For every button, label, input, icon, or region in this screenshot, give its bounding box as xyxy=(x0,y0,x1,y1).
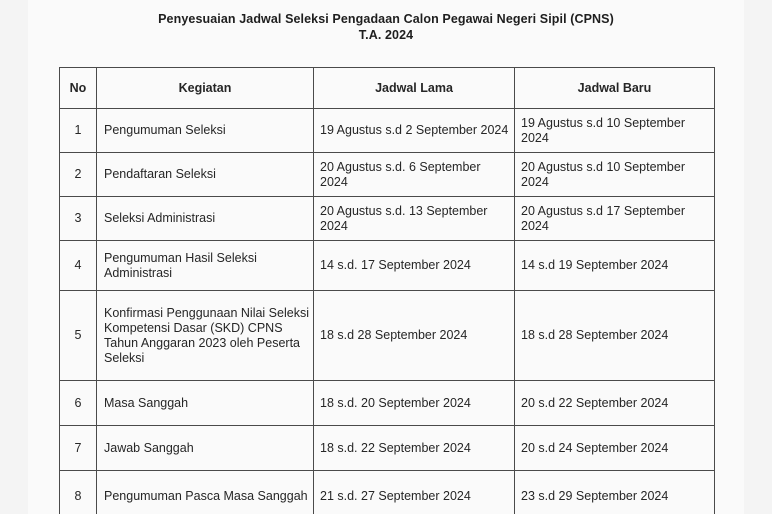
schedule-table xyxy=(59,67,715,514)
row-no: 7 xyxy=(60,426,97,471)
row-jadwal-baru: 20 s.d 22 September 2024 xyxy=(515,381,715,426)
row-jadwal-baru: 19 Agustus s.d 10 September 2024 xyxy=(515,109,715,153)
row-kegiatan: Masa Sanggah xyxy=(97,381,314,426)
row-kegiatan: Pengumuman Pasca Masa Sanggah xyxy=(97,471,314,514)
row-no: 4 xyxy=(60,241,97,291)
row-kegiatan: Konfirmasi Penggunaan Nilai Seleksi Kompetensi Dasar (SKD) CPNS Tahun Anggaran 2023 oleh Peserta Seleksi xyxy=(97,291,314,381)
row-jadwal-baru: 14 s.d 19 September 2024 xyxy=(515,241,715,291)
row-kegiatan: Seleksi Administrasi xyxy=(97,197,314,241)
row-kegiatan: Pengumuman Seleksi xyxy=(97,109,314,153)
row-jadwal-lama: 18 s.d. 20 September 2024 xyxy=(314,381,515,426)
table-header-row xyxy=(60,68,715,109)
row-kegiatan: Jawab Sanggah xyxy=(97,426,314,471)
row-jadwal-baru: 18 s.d 28 September 2024 xyxy=(515,291,715,381)
table-row xyxy=(60,197,715,241)
table-row xyxy=(60,426,715,471)
table-row xyxy=(60,471,715,514)
row-jadwal-lama: 14 s.d. 17 September 2024 xyxy=(314,241,515,291)
row-no: 3 xyxy=(60,197,97,241)
row-jadwal-lama: 21 s.d. 27 September 2024 xyxy=(314,471,515,514)
row-jadwal-baru: 20 s.d 24 September 2024 xyxy=(515,426,715,471)
table-row xyxy=(60,381,715,426)
row-no: 6 xyxy=(60,381,97,426)
document-title: Penyesuaian Jadwal Seleksi Pengadaan Calon Pegawai Negeri Sipil (CPNS) xyxy=(158,12,614,26)
row-jadwal-baru: 23 s.d 29 September 2024 xyxy=(515,471,715,514)
row-jadwal-lama: 19 Agustus s.d 2 September 2024 xyxy=(314,109,515,153)
row-jadwal-baru: 20 Agustus s.d 17 September 2024 xyxy=(515,197,715,241)
row-jadwal-baru: 20 Agustus s.d 10 September 2024 xyxy=(515,153,715,197)
row-jadwal-lama: 18 s.d 28 September 2024 xyxy=(314,291,515,381)
header-no: No xyxy=(60,68,97,109)
row-jadwal-lama: 20 Agustus s.d. 6 September 2024 xyxy=(314,153,515,197)
table-row xyxy=(60,153,715,197)
header-jadwal-lama: Jadwal Lama xyxy=(314,68,515,109)
header-kegiatan: Kegiatan xyxy=(97,68,314,109)
row-no: 5 xyxy=(60,291,97,381)
row-jadwal-lama: 18 s.d. 22 September 2024 xyxy=(314,426,515,471)
document-subtitle: T.A. 2024 xyxy=(358,28,414,42)
row-no: 8 xyxy=(60,471,97,514)
row-no: 1 xyxy=(60,109,97,153)
row-no: 2 xyxy=(60,153,97,197)
table-row xyxy=(60,291,715,381)
table-row xyxy=(60,241,715,291)
row-kegiatan: Pendaftaran Seleksi xyxy=(97,153,314,197)
row-jadwal-lama: 20 Agustus s.d. 13 September 2024 xyxy=(314,197,515,241)
row-kegiatan: Pengumuman Hasil Seleksi Administrasi xyxy=(97,241,314,291)
table-row xyxy=(60,109,715,153)
header-jadwal-baru: Jadwal Baru xyxy=(515,68,715,109)
